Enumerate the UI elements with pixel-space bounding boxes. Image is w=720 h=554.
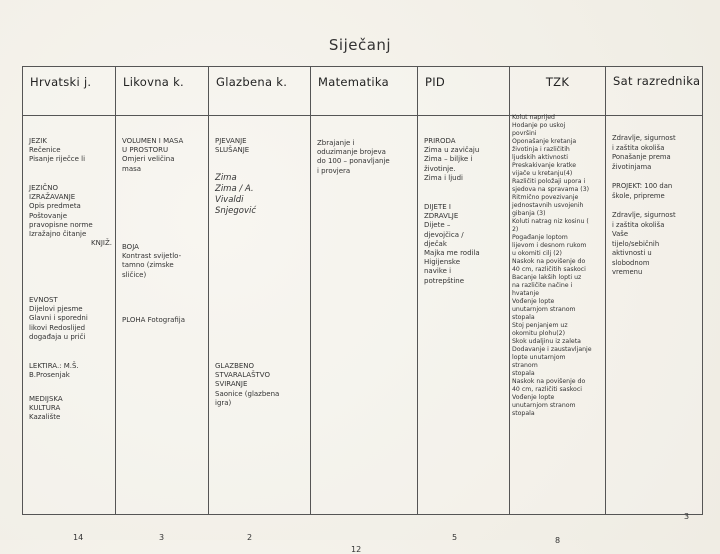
tzk-activity-line: Naskok na povišenje do <box>512 258 586 265</box>
tzk-activity-line: Naskok na povišenje do <box>512 378 586 385</box>
hrvatski-knjizevnost-block <box>29 296 112 342</box>
text-line: BOJA <box>122 243 139 251</box>
text-line: Kazalište <box>29 413 61 422</box>
tzk-activity-line: hvatanje <box>512 290 540 297</box>
content-row <box>23 116 703 515</box>
tzk-activity-line: ljudskih aktivnosti <box>512 154 568 161</box>
text-line: Dijete – <box>424 221 451 230</box>
text-line: tijelo/sebičnih <box>612 239 660 248</box>
tzk-activity-line: 2) <box>512 226 519 233</box>
text-line: KULTURA <box>29 404 61 413</box>
text-line: aktivnosti u <box>612 249 652 257</box>
text-line: Opis predmeta <box>29 202 81 211</box>
glazbena-pjevanje-block <box>215 137 307 155</box>
tzk-activity-line: vijače u kretanju(4) <box>512 170 573 177</box>
text-line: slobodnom <box>612 258 650 267</box>
text-line: Omjeri veličina <box>122 155 175 164</box>
tzk-activity-line: sjedova na spravama (3) <box>512 186 590 193</box>
text-line: igra) <box>215 398 232 407</box>
text-line: Snjegović <box>215 206 257 216</box>
cell-hrvatski <box>23 116 116 542</box>
tzk-activity-line: Dodavanje i zaustavljanje <box>512 346 592 353</box>
text-line: masa <box>122 164 142 173</box>
text-line: sličice) <box>122 270 147 279</box>
text-line: i zaštita okoliša <box>612 220 665 229</box>
tzk-activity-line: na različite načine i <box>512 282 573 289</box>
glazbena-hours-count: 2 <box>247 533 253 542</box>
text-line: PLOHA Fotografija <box>122 316 185 324</box>
matematika-block <box>317 139 414 176</box>
cell-sat-razrednika <box>606 116 703 521</box>
hrvatski-izrazavanje-block <box>29 184 112 248</box>
tzk-activity-line: Oponašanje kretanja <box>512 138 577 145</box>
text-line: Saonice (glazbena <box>215 389 280 398</box>
text-line: djevojčica / <box>424 230 464 239</box>
text-line: Kontrast svijetlo- <box>122 252 182 261</box>
text-line: LEKTIRA.: M.Š. <box>29 362 79 370</box>
likovna-volumen-block <box>122 137 205 174</box>
likovna-hours-count: 3 <box>159 533 165 542</box>
text-line: Zdravlje, sigurnost <box>612 134 676 142</box>
tzk-activity-line: Skok udaljinu iz zaleta <box>512 338 581 345</box>
text-line: Glavni i sporedni <box>29 314 88 323</box>
header-glazbena: Glazbena k. <box>209 67 311 116</box>
header-hrvatski: Hrvatski j. <box>23 67 116 116</box>
text-line: škole, pripreme <box>612 191 665 200</box>
text-line: životinjama <box>612 162 652 171</box>
tzk-activity-line: 40 cm, različiti saskoci <box>512 386 582 393</box>
pid-priroda-block <box>424 137 506 183</box>
cell-likovna <box>116 116 209 542</box>
text-line: Poštovanje <box>29 211 68 220</box>
text-line: Pisanje riječce li <box>29 155 86 164</box>
page-title: Siječanj <box>328 36 392 54</box>
tzk-activity-line: Ritmično povezivanje <box>512 194 579 201</box>
header-pid: PID <box>418 67 510 116</box>
cell-pid <box>418 116 510 542</box>
text-line: Higijenske <box>424 258 461 267</box>
monthly-plan-table <box>22 66 703 554</box>
text-line: Izražajno čitanje <box>29 230 87 239</box>
razrednika-projekt-block <box>612 182 699 201</box>
tzk-hours-count: 8 <box>555 536 561 545</box>
text-line: Zbrajanje i <box>317 139 355 147</box>
tzk-activity-line: Različiti položaji upora i <box>512 178 586 185</box>
text-line: životinje. <box>424 164 456 173</box>
tzk-activity-line: Vođenje lopte <box>512 394 555 401</box>
text-line: SLUŠANJE <box>215 146 250 155</box>
text-line: EVNOST <box>29 296 58 304</box>
tzk-activity-line: životinja i različitih <box>512 146 570 153</box>
text-line: U PROSTORU <box>122 146 169 155</box>
text-line: Vivaldi <box>215 195 244 205</box>
likovna-boja-block <box>122 243 205 280</box>
cell-glazbena <box>209 116 311 542</box>
header-sat-razrednika: Sat razrednika <box>606 67 703 116</box>
text-line: i provjera <box>317 166 351 175</box>
text-line: tamno (zimske <box>122 261 174 270</box>
tzk-activity-line: lijevom i desnom rukom <box>512 242 587 249</box>
tzk-activity-line: unutarnjom stranom <box>512 306 576 313</box>
tzk-activity-line: unutarnjom stranom <box>512 402 576 409</box>
text-line: likovi Redoslijed <box>29 323 86 332</box>
text-line: potrepštine <box>424 276 465 285</box>
text-line: Zima / A. <box>215 184 254 194</box>
hrvatski-jezik-block <box>29 137 112 165</box>
header-row <box>23 67 703 116</box>
tzk-activity-line: stopala <box>512 314 535 321</box>
tzk-activity-line: Hodanje po uskoj <box>512 122 566 129</box>
tzk-activity-line: Vođenje lopte <box>512 298 555 305</box>
likovna-ploha-block <box>122 316 205 325</box>
text-line: JEZIK <box>29 137 47 145</box>
tzk-activity-line: stranom <box>512 362 538 369</box>
text-line: vremenu <box>612 268 643 276</box>
text-line: B.Prosenjak <box>29 371 70 380</box>
tzk-activity-line: u okomiti cilj (2) <box>512 250 562 257</box>
matematika-hours-count: 12 <box>351 545 362 554</box>
tzk-activity-line: Koluti natrag niz kosinu ( <box>512 218 589 225</box>
text-line: oduzimanje brojeva <box>317 148 386 157</box>
text-line: navike i <box>424 267 452 276</box>
text-line: Zima <box>215 173 237 183</box>
tzk-activity-line: Bacanje lakših lopti uz <box>512 274 582 281</box>
text-line: DIJETE I <box>424 203 451 211</box>
text-line: STVARALAŠTVO <box>215 371 270 380</box>
text-line: PJEVANJE <box>215 137 247 145</box>
text-line: do 100 – ponavljanje <box>317 157 390 166</box>
razrednika-hours-count: 3 <box>684 512 690 521</box>
text-line: PRIRODA <box>424 137 456 145</box>
text-line: IZRAŽAVANJE <box>29 193 76 202</box>
tzk-activity-line: lopte unutarnjom <box>512 354 566 361</box>
razrednika-zdravlje-block <box>612 134 699 172</box>
tzk-activity-line: Pogađanje loptom <box>512 234 568 241</box>
cell-matematika <box>311 116 418 554</box>
tzk-activity-line: okomitu plohu(2) <box>512 330 566 337</box>
text-line: Majka me rodila <box>424 249 480 258</box>
text-line: Zdravlje, sigurnost <box>612 211 676 219</box>
text-line: VOLUMEN I MASA <box>122 137 184 145</box>
glazbena-zima-block <box>215 173 307 217</box>
text-line: Ponašanje prema <box>612 153 671 161</box>
tzk-activity-line: jednostavnih usvojenih <box>512 202 584 209</box>
text-line: dječak <box>424 239 447 248</box>
tzk-activity-line: Preskakivanje kratke <box>512 162 577 169</box>
header-tzk: TZK <box>510 67 606 116</box>
text-line: PROJEKT: 100 dan <box>612 182 673 190</box>
text-line: Zima – biljke i <box>424 155 473 164</box>
header-likovna: Likovna k. <box>116 67 209 116</box>
hrvatski-medijska-block <box>29 395 112 423</box>
text-line: SVIRANJE <box>215 380 248 389</box>
tzk-activity-line: Stoj penjanjem uz <box>512 322 568 329</box>
text-line: pravopisne norme <box>29 220 93 229</box>
pid-zdravlje-block <box>424 203 506 286</box>
tzk-activity-line: Kolut naprijed <box>512 114 555 121</box>
text-line: ZDRAVLJE <box>424 212 459 221</box>
text-line: Vaše <box>612 230 629 238</box>
tzk-activity-line: stopala <box>512 410 535 417</box>
text-line: događaja u priči <box>29 332 86 341</box>
tzk-activity-line: gibanja (3) <box>512 210 546 217</box>
text-line: GLAZBENO <box>215 362 255 370</box>
pid-hours-count: 5 <box>452 533 458 542</box>
text-line: i zaštita okoliša <box>612 143 665 152</box>
text-line: Dijelovi pjesme <box>29 305 83 314</box>
tzk-activity-line: stopala <box>512 370 535 377</box>
hrvatski-hours-count: 14 <box>73 533 84 542</box>
glazbena-stvaralastvo-block <box>215 362 307 408</box>
tzk-activities-list <box>512 114 604 418</box>
text-line: JEZIČNO <box>29 184 58 192</box>
tzk-activity-line: površini <box>512 130 537 137</box>
text-line: Rečenice <box>29 146 61 155</box>
razrednika-aktivnosti-block <box>612 211 699 278</box>
tzk-activity-line: 40 cm, različitih saskoci <box>512 266 586 273</box>
cell-tzk <box>510 114 606 545</box>
text-line: Zima u zavičaju <box>424 146 480 155</box>
text-line: KNJIŽ. <box>91 239 112 248</box>
hrvatski-lektira-block <box>29 362 112 380</box>
header-matematika: Matematika <box>311 67 418 116</box>
text-line: Zima i ljudi <box>424 173 463 182</box>
text-line: MEDIJSKA <box>29 395 63 403</box>
